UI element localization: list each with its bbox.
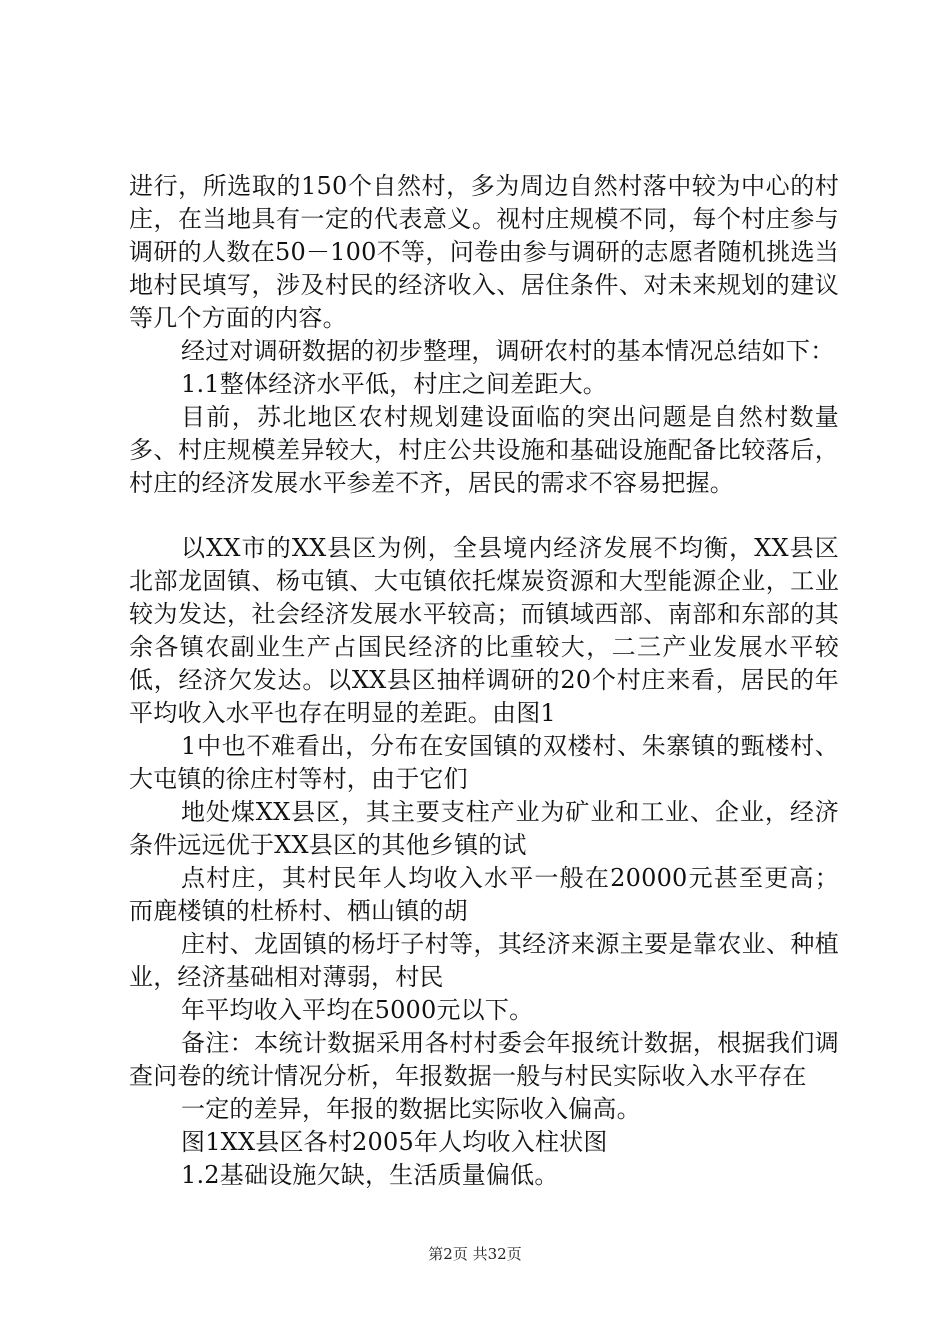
section-heading-1-1: 1.1整体经济水平低，村庄之间差距大。 [181,370,607,398]
paragraph-county-example: 以XX市的XX县区为例，全县境内经济发展不均衡，XX县区北部龙固镇、杨屯镇、大屯镇依托煤炭资源和大型能源企业，工业较为发达，社会经济发展水平较高；而镇域西部、南部和东部的其余各镇农副业生产占国民经济的比重较大，二三产业发展水平较低，经济欠发达。以XX县区抽样调研的20个村庄来看，居民的年平均收入水平也存在明显的差距。由图1 [129,534,839,727]
paragraph-income-high: 点村庄，其村民年人均收入水平一般在20000元甚至更高；而鹿楼镇的杜桥村、栖山镇的胡 [129,864,839,925]
document-body [129,170,839,1192]
paragraph-survey-method: 进行，所选取的150个自然村，多为周边自然村落中较为中心的村庄，在当地具有一定的代表意义。视村庄规模不同，每个村庄参与调研的人数在50－100不等，问卷由参与调研的志愿者随机挑选当地村民填写，涉及村民的经济收入、居住条件、对未来规划的建议等几个方面的内容。 [129,172,839,332]
section-heading-1-2: 1.2基础设施欠缺，生活质量偏低。 [181,1161,559,1189]
paragraph-current-problems: 目前，苏北地区农村规划建设面临的突出问题是自然村数量多、村庄规模差异较大，村庄公共设施和基础设施配备比较落后，村庄的经济发展水平参差不齐，居民的需求不容易把握。 [129,403,839,497]
paragraph-figure-observation: 1中也不难看出，分布在安国镇的双楼村、朱寨镇的甄楼村、大屯镇的徐庄村等村，由于它们 [129,732,839,793]
paragraph-summary-intro: 经过对调研数据的初步整理，调研农村的基本情况总结如下： [181,337,835,365]
paragraph-income-low: 年平均收入平均在5000元以下。 [181,996,534,1024]
paragraph-remark: 备注：本统计数据采用各村村委会年报统计数据，根据我们调查问卷的统计情况分析，年报数据一般与村民实际收入水平存在 [129,1029,839,1090]
page-number-footer: 第2页 共32页 [428,1245,522,1263]
paragraph-agriculture-villages: 庄村、龙固镇的杨圩子村等，其经济来源主要是靠农业、种植业，经济基础相对薄弱，村民 [129,930,839,991]
figure-caption: 图1XX县区各村2005年人均收入柱状图 [181,1128,608,1156]
paragraph-remark-continued: 一定的差异，年报的数据比实际收入偏高。 [181,1095,641,1123]
paragraph-coal-area: 地处煤XX县区，其主要支柱产业为矿业和工业、企业，经济条件远远优于XX县区的其他乡镇的试 [129,798,839,859]
